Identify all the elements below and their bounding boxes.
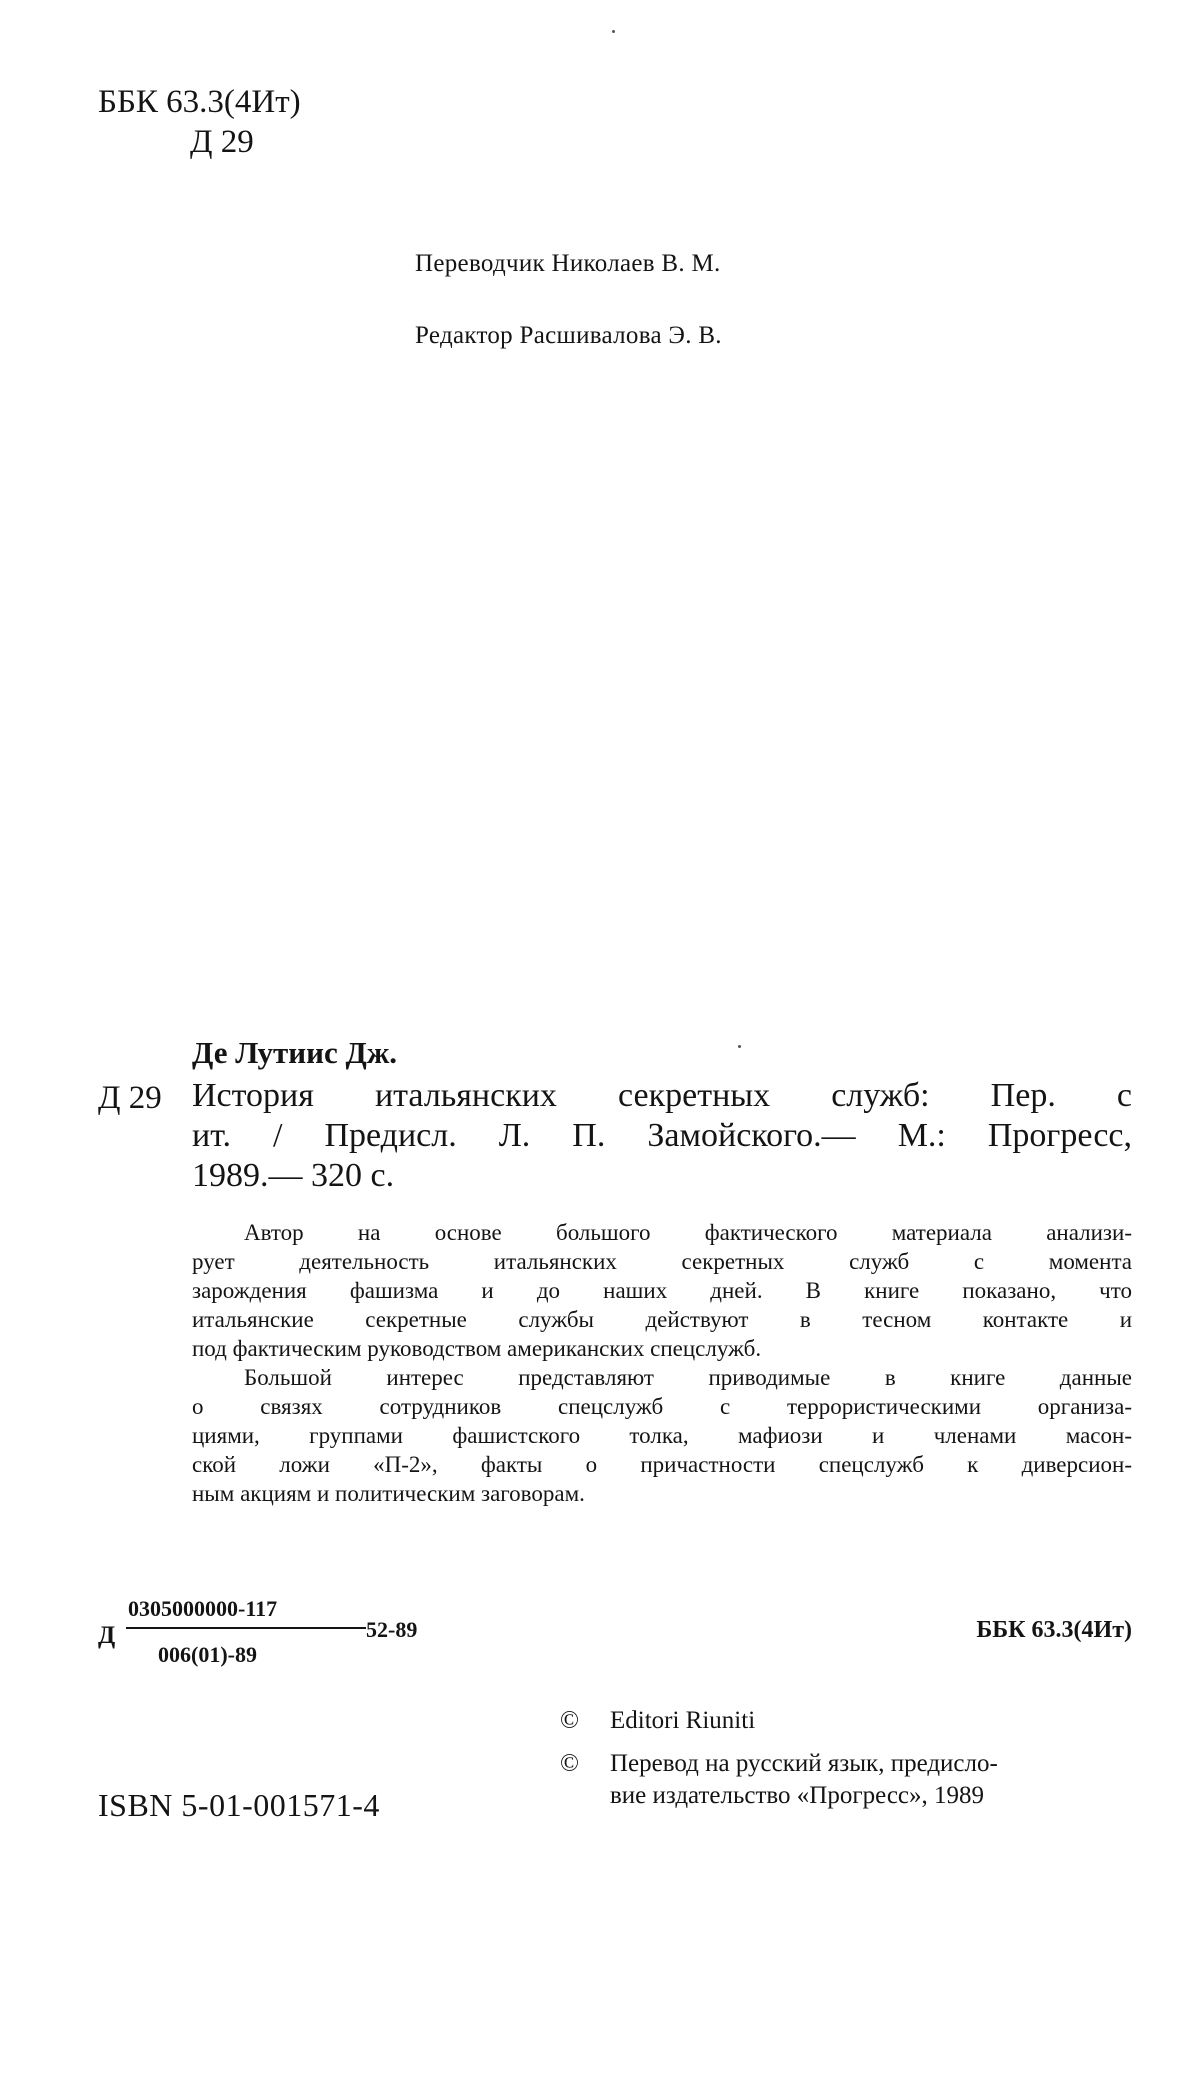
copyright-icon: ©	[560, 1707, 579, 1734]
copyright-publisher	[560, 1705, 755, 1737]
formula-denominator: 006(01)-89	[158, 1642, 257, 1667]
translation-line: вие издательство «Прогресс», 1989	[610, 1782, 985, 1809]
annotation-line: ской ложи «П-2», факты о причастности спецслужб к диверсион-	[192, 1452, 1132, 1477]
publisher-name: Editori Riuniti	[610, 1707, 756, 1734]
editor-credit: Редактор Расшивалова Э. В.	[415, 322, 722, 349]
bbk-classification-bottom: ББК 63.3(4Ит)	[976, 1617, 1132, 1643]
bbk-classification-top	[98, 82, 301, 162]
isbn: ISBN 5-01-001571-4	[98, 1787, 380, 1823]
copyright-icon: ©	[560, 1750, 579, 1777]
author-mark: Д 29	[190, 124, 254, 160]
annotation-line: циями, группами фашистского толка, мафиози и членами масон-	[192, 1423, 1132, 1448]
formula-divider	[126, 1627, 366, 1629]
title-line: 1989.— 320 с.	[192, 1157, 395, 1194]
bbk-code: ББК 63.3(4Ит)	[98, 84, 301, 120]
annotation-line: Большой интерес представляют приводимые в книге данные	[244, 1365, 1132, 1390]
formula-suffix: 52-89	[366, 1617, 418, 1642]
annotation-line: рует деятельность итальянских секретных служб с момента	[192, 1249, 1132, 1274]
annotation-line: под фактическим руководством американских спецслужб.	[192, 1336, 762, 1361]
formula-numerator: 0305000000-117	[128, 1596, 278, 1621]
catalog-author: Де Лутиис Дж.	[192, 1035, 398, 1070]
translation-line: Перевод на русский язык, предисло-	[610, 1750, 998, 1777]
formula-prefix: Д	[98, 1622, 116, 1649]
annotation-line: Автор на основе большого фактического материала анализи-	[244, 1220, 1132, 1245]
catalog-title-block	[192, 1076, 1132, 1196]
annotation-line: итальянские секретные службы действуют в тесном контакте и	[192, 1307, 1132, 1332]
scan-speck	[738, 1045, 741, 1048]
annotation-line: о связях сотрудников спецслужб с террористическими организа-	[192, 1394, 1132, 1419]
annotation-line: ным акциям и политическим заговорам.	[192, 1481, 585, 1506]
catalog-code: Д 29	[98, 1080, 162, 1116]
scan-speck	[612, 30, 615, 33]
copyright-translation	[560, 1748, 998, 1812]
translator-credit: Переводчик Николаев В. М.	[415, 250, 721, 277]
title-line: ит. / Предисл. Л. П. Замойского.— М.: Прогресс,	[192, 1117, 1132, 1154]
title-line: История итальянских секретных служб: Пер. с	[192, 1077, 1132, 1114]
annotation	[192, 1218, 1132, 1508]
annotation-line: зарождения фашизма и до наших дней. В книге показано, что	[192, 1278, 1132, 1303]
